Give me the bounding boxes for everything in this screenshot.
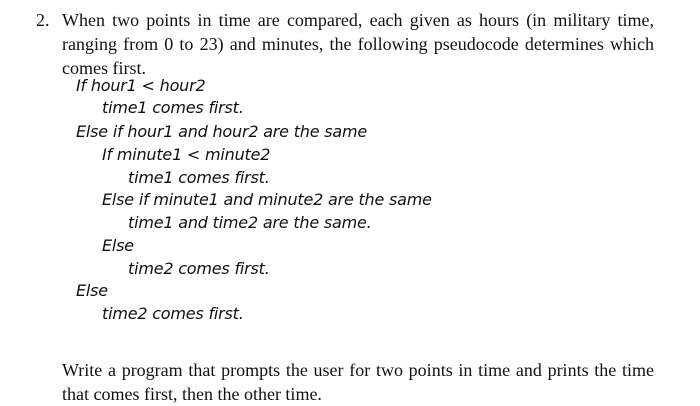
pseudocode-line: time2 comes first. xyxy=(102,304,244,323)
pseudocode-line: time1 comes first. xyxy=(128,168,270,187)
problem-number: 2. xyxy=(36,10,50,30)
pseudocode-line: Else xyxy=(76,281,108,300)
pseudocode-line: time1 and time2 are the same. xyxy=(128,213,372,232)
pseudocode-line: If minute1 < minute2 xyxy=(102,145,271,164)
pseudocode-line: time2 comes first. xyxy=(128,259,270,278)
pseudocode-line: time1 comes first. xyxy=(102,98,244,117)
pseudocode-line: If hour1 < hour2 xyxy=(76,76,206,95)
task-instruction-text: Write a program that prompts the user for two points in time and prints the time that comes first, then the other time. xyxy=(62,360,654,404)
pseudocode-line: Else xyxy=(102,236,134,255)
pseudocode-line: Else if hour1 and hour2 are the same xyxy=(76,122,368,141)
pseudocode-line: Else if minute1 and minute2 are the same xyxy=(102,190,432,209)
problem-intro-text: When two points in time are compared, each given as hours (in military time, ranging from 0 to 23) and minutes, the following pseudocode determines which comes first. xyxy=(62,10,654,78)
